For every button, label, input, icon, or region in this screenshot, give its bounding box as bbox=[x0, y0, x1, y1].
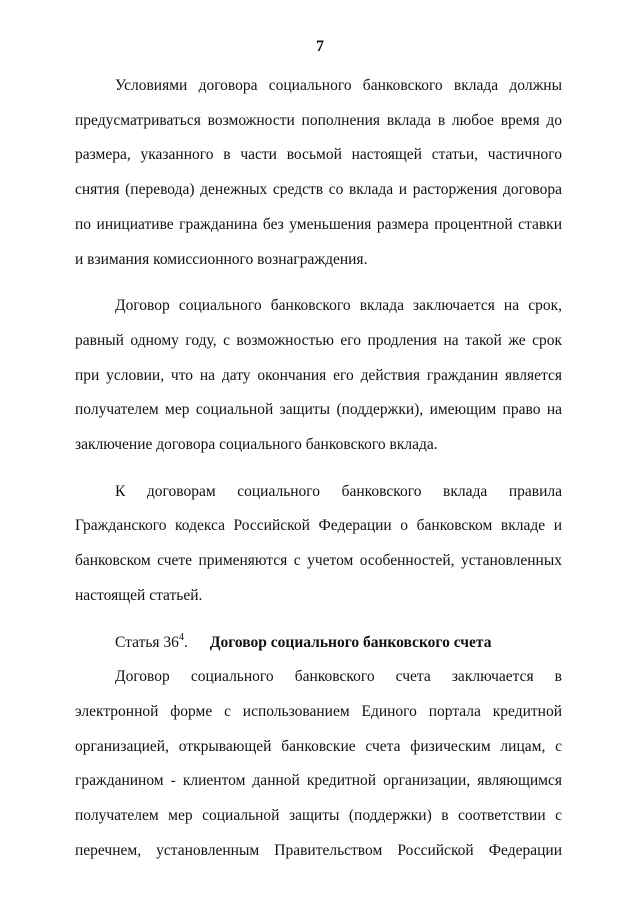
paragraph-civil-code: К договорам социального банковского вклада правила Гражданского кодекса Российской Федерации о банковском вкладе и банковском счете применяются с учетом особенностей, установленных настоящей статьей. bbox=[75, 482, 562, 604]
paragraph-deposit-conditions: Условиями договора социального банковского вклада должны предусматриваться возможности пополнения вклада в любое время до размера, указанного в части восьмой настоящей статьи, частичного снятия (перевода) денежных средств со вклада и расторжения договора по инициативе гражданина без уменьшения размера процентной ставки и взимания комиссионного вознаграждения. bbox=[75, 77, 562, 268]
article-label: Статья 36 bbox=[115, 633, 179, 651]
page-number: 7 bbox=[316, 38, 324, 55]
document-body bbox=[75, 69, 562, 868]
article-superscript: 4 bbox=[178, 631, 184, 643]
paragraph-deposit-term: Договор социального банковского вклада заключается на срок, равный одному году, с возможностью его продления на такой же срок при условии, что на дату окончания его действия гражданин является получателем мер социальной защиты (поддержки), имеющим право на заключение договора социального банковского вклада. bbox=[75, 297, 562, 454]
paragraph-account-contract: Договор социального банковского счета заключается в электронной форме с использованием Единого портала кредитной организацией, открывающей банковские счета физическим лицам, с гражданином - клиентом данной кредитной организации, являющимся получателем мер социальной защиты (поддержки) в соответствии с перечнем, установленным Правительством Российской Федерации bbox=[75, 668, 562, 859]
article-heading bbox=[75, 626, 562, 661]
article-title: Договор социального банковского счета bbox=[209, 633, 492, 651]
article-suffix: . bbox=[183, 633, 188, 651]
